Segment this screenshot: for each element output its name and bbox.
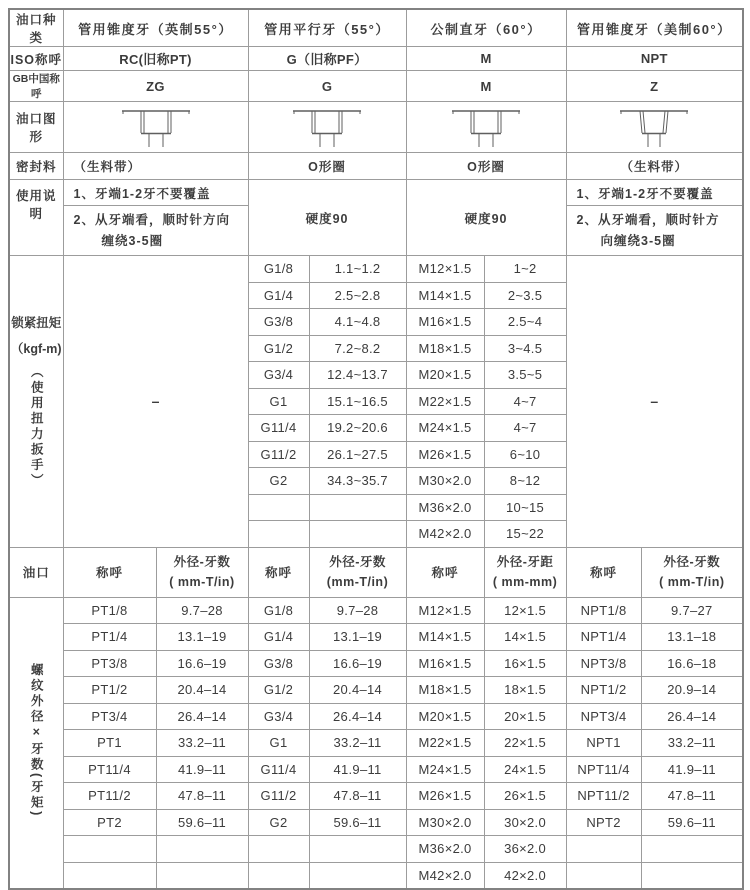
m-thread-name: M20×1.5 [406, 703, 484, 730]
m-col-header-spec: 外径-牙距 ( mm-mm) [484, 547, 566, 597]
pt-usage-note-1: 1、牙端1-2牙不要覆盖 [63, 180, 248, 206]
pt-thread-name [63, 862, 156, 889]
m-thread-spec: 14×1.5 [484, 624, 566, 651]
torque-m-value: 4~7 [484, 388, 566, 415]
torque-g-name: G1/8 [248, 256, 309, 283]
torque-m-name: M20×1.5 [406, 362, 484, 389]
torque-m-value: 6~10 [484, 441, 566, 468]
torque-m-name: M24×1.5 [406, 415, 484, 442]
m-thread-name: M12×1.5 [406, 597, 484, 624]
m-thread-spec: 16×1.5 [484, 650, 566, 677]
torque-m-name: M14×1.5 [406, 282, 484, 309]
g-thread-name: G1 [248, 730, 309, 757]
g-thread-name [248, 862, 309, 889]
npt-thread-spec: 13.1–18 [641, 624, 743, 651]
g-thread-spec: 41.9–11 [309, 756, 406, 783]
g-iso: G（旧称PF） [248, 47, 406, 71]
g-thread-name: G1/2 [248, 677, 309, 704]
npt-thread-name: NPT1 [566, 730, 641, 757]
npt-usage-note-1: 1、牙端1-2牙不要覆盖 [566, 180, 743, 206]
torque-m-value: 3.5~5 [484, 362, 566, 389]
m-thread-spec: 30×2.0 [484, 809, 566, 836]
m-thread-name: M26×1.5 [406, 783, 484, 810]
g-seal: O形圈 [248, 153, 406, 180]
npt-type-header: 管用锥度牙（美制60°） [566, 9, 743, 47]
g-thread-name: G1/4 [248, 624, 309, 651]
m-thread-name: M22×1.5 [406, 730, 484, 757]
row-label-usage: 使用说明 [9, 180, 63, 256]
g-thread-spec [309, 836, 406, 863]
pt-thread-name: PT1 [63, 730, 156, 757]
npt-port-cell [566, 102, 743, 153]
torque-m-value: 4~7 [484, 415, 566, 442]
npt-thread-spec: 33.2–11 [641, 730, 743, 757]
npt-torque-dash: – [566, 256, 743, 548]
npt-thread-spec: 9.7–27 [641, 597, 743, 624]
npt-thread-spec: 16.6–18 [641, 650, 743, 677]
pt-thread-name: PT1/4 [63, 624, 156, 651]
torque-g-value: 7.2~8.2 [309, 335, 406, 362]
torque-g-name: G3/4 [248, 362, 309, 389]
torque-m-value: 1~2 [484, 256, 566, 283]
m-thread-name: M42×2.0 [406, 862, 484, 889]
npt-thread-spec: 47.8–11 [641, 783, 743, 810]
npt-thread-spec: 41.9–11 [641, 756, 743, 783]
g-thread-spec: 47.8–11 [309, 783, 406, 810]
g-thread-name: G2 [248, 809, 309, 836]
m-thread-spec: 36×2.0 [484, 836, 566, 863]
torque-g-value: 15.1~16.5 [309, 388, 406, 415]
row-label-port-type: 油口种类 [9, 9, 63, 47]
pt-thread-spec [156, 836, 248, 863]
g-thread-name: G11/4 [248, 756, 309, 783]
m-thread-spec: 42×2.0 [484, 862, 566, 889]
m-thread-name: M14×1.5 [406, 624, 484, 651]
g-col-header-spec: 外径-牙数 (mm-T/in) [309, 547, 406, 597]
torque-g-name: G1 [248, 388, 309, 415]
npt-seal: （生料带） [566, 153, 743, 180]
torque-m-name: M18×1.5 [406, 335, 484, 362]
torque-m-name: M30×2.0 [406, 468, 484, 495]
g-thread-name: G3/8 [248, 650, 309, 677]
npt-thread-spec [641, 836, 743, 863]
m-thread-name: M18×1.5 [406, 677, 484, 704]
port-diagram-icon [289, 105, 365, 149]
torque-m-value: 15~22 [484, 521, 566, 548]
m-seal: O形圈 [406, 153, 566, 180]
npt-thread-name: NPT3/8 [566, 650, 641, 677]
pt-thread-spec: 20.4–14 [156, 677, 248, 704]
npt-thread-name [566, 836, 641, 863]
g-col-header-name: 称呼 [248, 547, 309, 597]
torque-g-name: G11/2 [248, 441, 309, 468]
npt-thread-name: NPT1/2 [566, 677, 641, 704]
pt-thread-name: PT11/4 [63, 756, 156, 783]
pt-gb: ZG [63, 71, 248, 102]
g-thread-spec: 59.6–11 [309, 809, 406, 836]
pt-thread-name: PT3/8 [63, 650, 156, 677]
torque-m-name: M16×1.5 [406, 309, 484, 336]
pt-thread-spec: 13.1–19 [156, 624, 248, 651]
torque-g-value: 1.1~1.2 [309, 256, 406, 283]
g-thread-name [248, 836, 309, 863]
pt-thread-spec [156, 862, 248, 889]
row-label-gb: GB中国称呼 [9, 71, 63, 102]
port-diagram-icon [616, 105, 692, 149]
pt-type-header: 管用锥度牙（英制55°） [63, 9, 248, 47]
pt-thread-spec: 33.2–11 [156, 730, 248, 757]
npt-thread-name: NPT11/2 [566, 783, 641, 810]
pt-col-header-name: 称呼 [63, 547, 156, 597]
npt-thread-name: NPT1/4 [566, 624, 641, 651]
g-gb: G [248, 71, 406, 102]
m-thread-name: M30×2.0 [406, 809, 484, 836]
row-label-iso: ISO称呼 [9, 47, 63, 71]
g-port-cell [248, 102, 406, 153]
npt-thread-name: NPT3/4 [566, 703, 641, 730]
pt-thread-name: PT11/2 [63, 783, 156, 810]
m-thread-spec: 12×1.5 [484, 597, 566, 624]
m-thread-name: M16×1.5 [406, 650, 484, 677]
m-thread-spec: 24×1.5 [484, 756, 566, 783]
npt-thread-name: NPT11/4 [566, 756, 641, 783]
torque-g-name: G3/8 [248, 309, 309, 336]
row-label-figure: 油口图形 [9, 102, 63, 153]
pt-col-header-spec: 外径-牙数 ( mm-T/in) [156, 547, 248, 597]
npt-thread-name: NPT2 [566, 809, 641, 836]
torque-g-value [309, 494, 406, 521]
row-label-port: 油口 [9, 547, 63, 597]
torque-m-value: 2.5~4 [484, 309, 566, 336]
g-thread-spec: 33.2–11 [309, 730, 406, 757]
pt-thread-spec: 59.6–11 [156, 809, 248, 836]
pt-torque-dash: – [63, 256, 248, 548]
torque-g-name: G1/2 [248, 335, 309, 362]
torque-g-name: G1/4 [248, 282, 309, 309]
npt-thread-spec: 59.6–11 [641, 809, 743, 836]
row-label-seal: 密封料 [9, 153, 63, 180]
m-thread-name: M24×1.5 [406, 756, 484, 783]
torque-g-name: G11/4 [248, 415, 309, 442]
torque-m-name: M22×1.5 [406, 388, 484, 415]
pt-port-cell [63, 102, 248, 153]
npt-thread-spec: 26.4–14 [641, 703, 743, 730]
m-thread-spec: 26×1.5 [484, 783, 566, 810]
g-thread-spec: 20.4–14 [309, 677, 406, 704]
row-label-thread-od: 螺纹外径×牙数(牙矩) [9, 597, 63, 889]
m-thread-spec: 18×1.5 [484, 677, 566, 704]
torque-g-name: G2 [248, 468, 309, 495]
torque-g-value: 19.2~20.6 [309, 415, 406, 442]
pt-thread-name [63, 836, 156, 863]
pt-thread-spec: 9.7–28 [156, 597, 248, 624]
npt-col-header-name: 称呼 [566, 547, 641, 597]
torque-m-value: 10~15 [484, 494, 566, 521]
thread-spec-table [8, 8, 744, 890]
g-thread-spec: 9.7–28 [309, 597, 406, 624]
m-col-header-name: 称呼 [406, 547, 484, 597]
m-thread-name: M36×2.0 [406, 836, 484, 863]
npt-usage-note-2: 2、从牙端看，顺时针方 向缠绕3-5圈 [566, 206, 743, 256]
npt-thread-name [566, 862, 641, 889]
m-thread-spec: 20×1.5 [484, 703, 566, 730]
torque-m-value: 8~12 [484, 468, 566, 495]
g-type-header: 管用平行牙（55°） [248, 9, 406, 47]
pt-thread-name: PT3/4 [63, 703, 156, 730]
row-label-torque: 锁紧扭矩 （kgf-m) （使用扭力扳手） [9, 256, 63, 548]
pt-thread-name: PT2 [63, 809, 156, 836]
torque-m-name: M42×2.0 [406, 521, 484, 548]
g-thread-spec: 13.1–19 [309, 624, 406, 651]
m-gb: M [406, 71, 566, 102]
g-thread-spec [309, 862, 406, 889]
torque-m-name: M12×1.5 [406, 256, 484, 283]
m-thread-spec: 22×1.5 [484, 730, 566, 757]
port-diagram-icon [448, 105, 524, 149]
m-port-cell [406, 102, 566, 153]
port-diagram-icon [118, 105, 194, 149]
g-thread-spec: 16.6–19 [309, 650, 406, 677]
torque-g-value [309, 521, 406, 548]
pt-iso: RC(旧称PT) [63, 47, 248, 71]
torque-m-name: M26×1.5 [406, 441, 484, 468]
npt-thread-spec: 20.9–14 [641, 677, 743, 704]
g-thread-spec: 26.4–14 [309, 703, 406, 730]
torque-m-value: 2~3.5 [484, 282, 566, 309]
pt-thread-spec: 47.8–11 [156, 783, 248, 810]
npt-gb: Z [566, 71, 743, 102]
pt-thread-spec: 26.4–14 [156, 703, 248, 730]
torque-m-name: M36×2.0 [406, 494, 484, 521]
torque-g-name [248, 521, 309, 548]
torque-g-value: 26.1~27.5 [309, 441, 406, 468]
g-thread-name: G3/4 [248, 703, 309, 730]
npt-col-header-spec: 外径-牙数 ( mm-T/in) [641, 547, 743, 597]
pt-thread-spec: 16.6–19 [156, 650, 248, 677]
pt-thread-spec: 41.9–11 [156, 756, 248, 783]
torque-g-name [248, 494, 309, 521]
m-type-header: 公制直牙（60°） [406, 9, 566, 47]
g-usage-hardness: 硬度90 [248, 180, 406, 256]
torque-g-value: 34.3~35.7 [309, 468, 406, 495]
npt-thread-name: NPT1/8 [566, 597, 641, 624]
g-thread-name: G1/8 [248, 597, 309, 624]
torque-g-value: 4.1~4.8 [309, 309, 406, 336]
torque-m-value: 3~4.5 [484, 335, 566, 362]
pt-thread-name: PT1/2 [63, 677, 156, 704]
m-iso: M [406, 47, 566, 71]
npt-thread-spec [641, 862, 743, 889]
m-usage-hardness: 硬度90 [406, 180, 566, 256]
pt-usage-note-2: 2、从牙端看，顺时针方向 缠绕3-5圈 [63, 206, 248, 256]
g-thread-name: G11/2 [248, 783, 309, 810]
pt-seal: （生料带） [63, 153, 248, 180]
npt-iso: NPT [566, 47, 743, 71]
torque-g-value: 2.5~2.8 [309, 282, 406, 309]
torque-g-value: 12.4~13.7 [309, 362, 406, 389]
pt-thread-name: PT1/8 [63, 597, 156, 624]
